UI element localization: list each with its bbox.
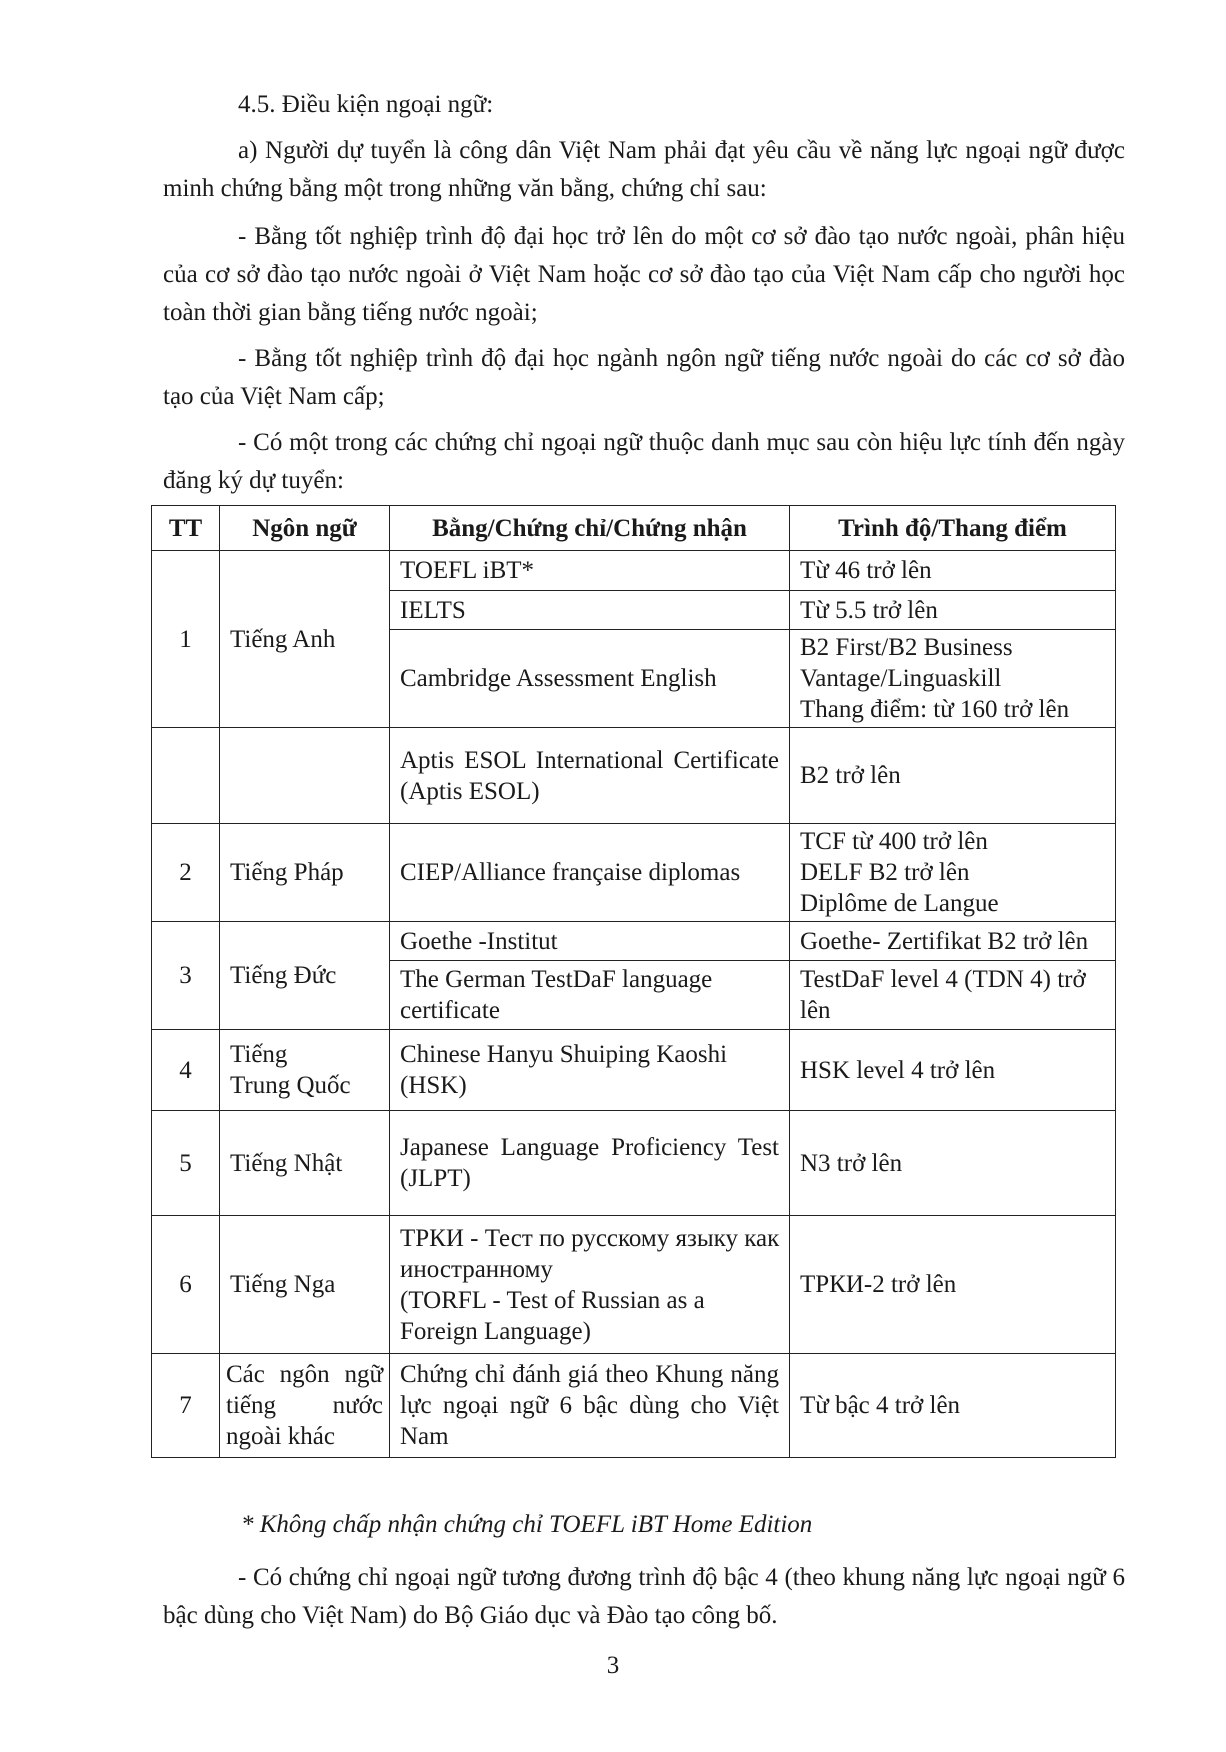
row-number: 5 [152, 1111, 220, 1216]
row-level: Từ 5.5 trở lên [790, 591, 1116, 630]
row-certificate: CIEP/Alliance française diplomas [390, 824, 790, 922]
row-level: HSK level 4 trở lên [790, 1030, 1116, 1111]
row-certificate: Japanese Language Proficiency Test (JLPT) [390, 1111, 790, 1216]
row-certificate: Aptis ESOL International Certificate (Aptis ESOL) [390, 728, 790, 824]
row-number: 6 [152, 1216, 220, 1354]
table-row [152, 824, 1116, 922]
level-line: Diplôme de Langue [800, 890, 999, 917]
row-number: 2 [152, 824, 220, 922]
table-row [152, 1030, 1116, 1111]
row-number: 7 [152, 1354, 220, 1458]
level-line: TCF từ 400 trở lên [800, 828, 988, 855]
header-tt: TT [152, 506, 220, 551]
table-row [152, 1354, 1116, 1458]
section-heading: 4.5. Điều kiện ngoại ngữ: [238, 91, 494, 118]
table-row [152, 551, 1116, 591]
row-level: Goethe- Zertifikat B2 trở lên [790, 922, 1116, 961]
bullet-equivalent-certificate: - Có chứng chỉ ngoại ngữ tương đương trình độ bậc 4 (theo khung năng lực ngoại ngữ 6 bậc dùng cho Việt Nam) do Bộ Giáo dục và Đào tạo công bố. [163, 1564, 1125, 1629]
certificate-line: ТРКИ - Тест по русскому языку как иностранному [400, 1224, 780, 1283]
bullet-degree-language: - Bằng tốt nghiệp trình độ đại học ngành ngôn ngữ tiếng nước ngoài do các cơ sở đào tạo của Việt Nam cấp; [163, 345, 1125, 410]
row-number: 4 [152, 1030, 220, 1111]
row-certificate: Chinese Hanyu Shuiping Kaoshi (HSK) [390, 1030, 790, 1111]
row-certificate: Goethe -Institut [390, 922, 790, 961]
row-certificate: TOEFL iBT* [390, 551, 790, 591]
row-level: Từ bậc 4 trở lên [790, 1354, 1116, 1458]
certificate-line: (TORFL - Test of Russian as a Foreign Language) [400, 1286, 705, 1345]
row-level: TestDaF level 4 (TDN 4) trở lên [790, 961, 1116, 1030]
row-number: 3 [152, 922, 220, 1030]
row-language: Tiếng Nga [220, 1216, 390, 1354]
row-language: Tiếng Nhật [220, 1111, 390, 1216]
level-line: DELF B2 trở lên [800, 859, 970, 886]
row-language: Tiếng Đức [220, 922, 390, 1030]
header-language: Ngôn ngữ [220, 506, 390, 551]
row-level: N3 trở lên [790, 1111, 1116, 1216]
level-line: B2 First/B2 Business [800, 634, 1013, 661]
row-language [220, 728, 390, 824]
bullet-degree-foreign: - Bằng tốt nghiệp trình độ đại học trở lên do một cơ sở đào tạo nước ngoài, phân hiệu của cơ sở đào tạo nước ngoài ở Việt Nam hoặc cơ sở đào tạo của Việt Nam cấp cho người học toàn thời gian bằng tiếng nước ngoài; [163, 223, 1125, 326]
row-language [220, 1030, 390, 1111]
row-number: 1 [152, 551, 220, 728]
paragraph-a: a) Người dự tuyển là công dân Việt Nam phải đạt yêu cầu về năng lực ngoại ngữ được minh chứng bằng một trong những văn bằng, chứng chỉ sau: [163, 137, 1125, 202]
row-certificate [390, 1216, 790, 1354]
level-line: Vantage/Linguaskill [800, 665, 1002, 692]
language-line: Tiếng [230, 1041, 288, 1068]
table-footnote: * Không chấp nhận chứng chỉ TOEFL iBT Home Edition [241, 1511, 813, 1538]
certificate-table [151, 505, 1116, 1458]
header-certificate: Bằng/Chứng chỉ/Chứng nhận [390, 506, 790, 551]
row-certificate: Chứng chỉ đánh giá theo Khung năng lực ngoại ngữ 6 bậc dùng cho Việt Nam [390, 1354, 790, 1458]
row-certificate: IELTS [390, 591, 790, 630]
table-row [152, 922, 1116, 961]
bullet-certificates: - Có một trong các chứng chỉ ngoại ngữ thuộc danh mục sau còn hiệu lực tính đến ngày đăng ký dự tuyển: [163, 429, 1125, 494]
row-certificate: Cambridge Assessment English [390, 630, 790, 728]
table-row [152, 728, 1116, 824]
row-number [152, 728, 220, 824]
row-level [790, 824, 1116, 922]
row-language: Tiếng Pháp [220, 824, 390, 922]
row-level: Từ 46 trở lên [790, 551, 1116, 591]
row-level: ТРКИ-2 trở lên [790, 1216, 1116, 1354]
table-header-row [152, 506, 1116, 551]
page-number: 3 [606, 1652, 620, 1679]
table-row [152, 1216, 1116, 1354]
row-certificate: The German TestDaF language certificate [390, 961, 790, 1030]
row-level: B2 trở lên [790, 728, 1116, 824]
table-row [152, 1111, 1116, 1216]
language-line: Trung Quốc [230, 1072, 351, 1099]
level-line: Thang điểm: từ 160 trở lên [800, 696, 1070, 723]
row-language: Các ngôn ngữ tiếng nước ngoài khác [220, 1354, 390, 1458]
row-level [790, 630, 1116, 728]
row-language: Tiếng Anh [220, 551, 390, 728]
header-level: Trình độ/Thang điểm [790, 506, 1116, 551]
